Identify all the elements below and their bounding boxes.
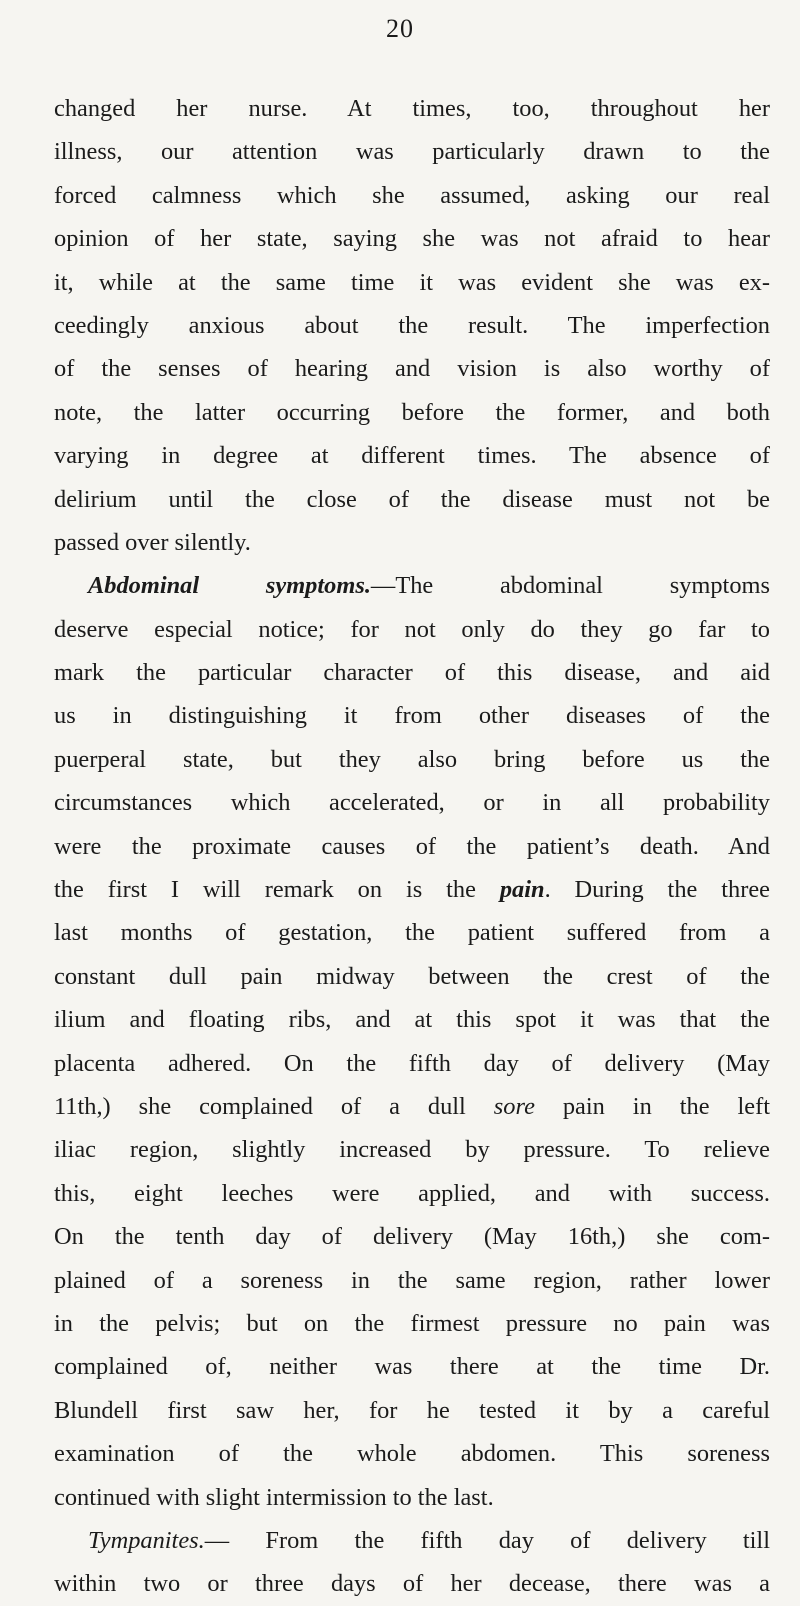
text-line: placenta adhered. On the fifth day of delivery (May	[54, 1049, 770, 1077]
body-text	[54, 87, 770, 1606]
text-line: note, the latter occurring before the former, and both	[54, 398, 770, 426]
text-line: this, eight leeches were applied, and with success.	[54, 1179, 770, 1207]
text-line: delirium until the close of the disease must not be	[54, 485, 770, 513]
text-line: within two or three days of her decease, there was a	[54, 1570, 770, 1598]
text-line: in the pelvis; but on the firmest pressure no pain was	[54, 1309, 770, 1337]
text-line: Blundell first saw her, for he tested it by a careful	[54, 1396, 770, 1424]
text-line: were the proximate causes of the patient’s death. And	[54, 832, 770, 860]
text-line: varying in degree at different times. The absence of	[54, 442, 770, 470]
text-line: plained of a soreness in the same region, rather lower	[54, 1266, 770, 1294]
text-line: us in distinguishing it from other diseases of the	[54, 702, 770, 730]
text-line: ceedingly anxious about the result. The imperfection	[54, 311, 770, 339]
text-line: circumstances which accelerated, or in all probability	[54, 789, 770, 817]
text-line: of the senses of hearing and vision is also worthy of	[54, 355, 770, 383]
text-line: mark the particular character of this disease, and aid	[54, 659, 770, 687]
text-line: continued with slight intermission to the last.	[54, 1483, 494, 1511]
section-heading-abdominal: Abdominal symptoms.	[88, 572, 371, 600]
text-line: iliac region, slightly increased by pressure. To relieve	[54, 1136, 770, 1164]
text-line: On the tenth day of delivery (May 16th,) she com-	[54, 1223, 770, 1251]
text-line: examination of the whole abdomen. This soreness	[54, 1440, 770, 1468]
section-heading-line: Tympanites.— From the fifth day of delivery till	[88, 1526, 770, 1554]
emphasis-pain: pain	[499, 876, 545, 904]
text-line: opinion of her state, saying she was not afraid to hear	[54, 225, 770, 253]
text-line: the first I will remark on is the pain. During the three	[54, 876, 770, 904]
text-line: puerperal state, but they also bring before us the	[54, 745, 770, 773]
text-line: forced calmness which she assumed, asking our real	[54, 181, 770, 209]
text-line: last months of gestation, the patient suffered from a	[54, 919, 770, 947]
text-line: complained of, neither was there at the time Dr.	[54, 1353, 770, 1381]
section-heading-tympanites: Tympanites.	[88, 1526, 205, 1554]
text-line: constant dull pain midway between the crest of the	[54, 962, 770, 990]
text-line: changed her nurse. At times, too, throughout her	[54, 95, 770, 122]
text-line: 11th,) she complained of a dull sore pain in the left	[54, 1092, 770, 1120]
section-heading-line: Abdominal symptoms.—The abdominal symptoms	[88, 572, 770, 600]
page-number: 20	[386, 14, 414, 43]
text-line: illness, our attention was particularly drawn to the	[54, 138, 770, 166]
text-line: it, while at the same time it was evident she was ex-	[54, 268, 770, 296]
text-line: ilium and floating ribs, and at this spot it was that the	[54, 1006, 770, 1034]
emphasis-sore: sore	[493, 1092, 535, 1120]
text-line: deserve especial notice; for not only do they go far to	[54, 615, 770, 643]
text-line: passed over silently.	[54, 528, 251, 556]
